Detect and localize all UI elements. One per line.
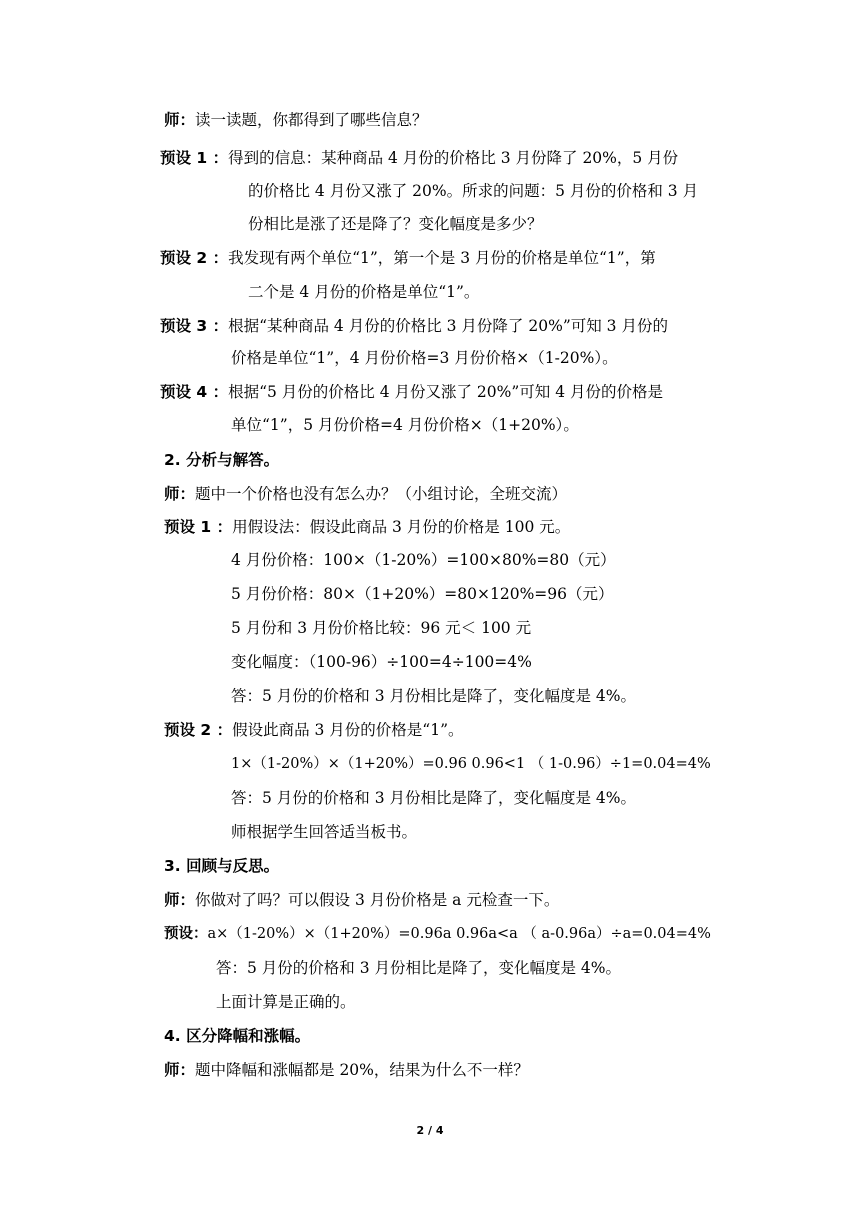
section-2-preset-1 <box>164 517 570 537</box>
teacher-label: 师： <box>164 1061 196 1079</box>
section-3-heading: 3. 回顾与反思。 <box>164 857 280 875</box>
preset-4-line-2: 单位“1”，5 月份价格=4 月份价格×（1+20%）。 <box>231 416 579 434</box>
calc-april-price: 4 月份价格：100×（1-20%）=100×80%=80（元） <box>231 551 616 569</box>
section-4-teacher <box>164 1060 529 1080</box>
teacher-text: 你做对了吗？可以假设 3 月份价格是 a 元检查一下。 <box>195 891 560 909</box>
preset-label: 预设 2 ： <box>160 249 229 267</box>
calc-unit-one: 1×（1-20%）×（1+20%）=0.96 0.96<1 （ 1-0.96）÷1=0.04=4% <box>231 756 711 772</box>
page-number: 2 / 4 <box>416 1124 444 1137</box>
price-comparison: 5 月份和 3 月份价格比较：96 元＜ 100 元 <box>231 619 532 637</box>
preset-3 <box>160 316 668 336</box>
preset-text: a×（1-20%）×（1+20%）=0.96a 0.96a<a （ a-0.96a）÷a=0.04=4% <box>207 926 711 942</box>
preset-1-line-2: 的价格比 4 月份又涨了 20%。所求的问题：5 月份的价格和 3 月 <box>248 182 699 200</box>
preset-label: 预设 1 ： <box>160 149 229 167</box>
teacher-text: 题中降幅和涨幅都是 20%，结果为什么不一样？ <box>195 1061 529 1079</box>
preset-label: 预设 4 ： <box>160 383 229 401</box>
preset-3-line-2: 价格是单位“1”，4 月份价格=3 月份价格×（1-20%）。 <box>231 349 618 367</box>
answer-3: 答：5 月份的价格和 3 月份相比是降了，变化幅度是 4%。 <box>216 959 622 977</box>
preset-2-line-2: 二个是 4 月份的价格是单位“1”。 <box>248 283 480 301</box>
preset-1-line-3: 份相比是涨了还是降了？变化幅度是多少？ <box>248 215 543 233</box>
preset-text: 根据“5 月份的价格比 4 月份又涨了 20%”可知 4 月份的价格是 <box>228 383 664 401</box>
section-3-preset <box>164 924 711 944</box>
preset-label: 预设 3 ： <box>160 317 229 335</box>
board-note: 师根据学生回答适当板书。 <box>231 823 418 841</box>
preset-label: 预设 2 ： <box>164 721 233 739</box>
section-2-teacher <box>164 484 567 504</box>
teacher-text: 题中一个价格也没有怎么办？（小组讨论，全班交流） <box>195 485 568 503</box>
teacher-label: 师： <box>164 485 196 503</box>
preset-4 <box>160 382 663 402</box>
preset-text: 用假设法：假设此商品 3 月份的价格是 100 元。 <box>232 518 571 536</box>
verification-note: 上面计算是正确的。 <box>216 993 356 1011</box>
calc-may-price: 5 月份价格：80×（1+20%）=80×120%=96（元） <box>231 585 614 603</box>
preset-text: 我发现有两个单位“1”，第一个是 3 月份的价格是单位“1”，第 <box>228 249 656 267</box>
teacher-label: 师： <box>164 111 196 129</box>
preset-label: 预设： <box>164 926 208 942</box>
preset-text: 根据“某种商品 4 月份的价格比 3 月份降了 20%”可知 3 月份的 <box>228 317 668 335</box>
teacher-question-text: 读一读题，你都得到了哪些信息？ <box>195 111 428 129</box>
answer-1: 答：5 月份的价格和 3 月份相比是降了，变化幅度是 4%。 <box>231 687 637 705</box>
preset-2 <box>160 248 656 268</box>
section-3-teacher <box>164 890 559 910</box>
preset-text: 假设此商品 3 月份的价格是“1”。 <box>232 721 464 739</box>
section-2-preset-2 <box>164 720 464 740</box>
teacher-label: 师： <box>164 891 196 909</box>
teacher-question <box>164 110 428 130</box>
preset-label: 预设 1 ： <box>164 518 233 536</box>
section-2-heading: 2. 分析与解答。 <box>164 451 280 469</box>
answer-2: 答：5 月份的价格和 3 月份相比是降了，变化幅度是 4%。 <box>231 789 637 807</box>
section-4-heading: 4. 区分降幅和涨幅。 <box>164 1027 311 1045</box>
change-amplitude: 变化幅度：（100-96）÷100=4÷100=4% <box>231 653 532 671</box>
preset-text: 得到的信息：某种商品 4 月份的价格比 3 月份降了 20%，5 月份 <box>228 149 679 167</box>
preset-1 <box>160 148 678 168</box>
